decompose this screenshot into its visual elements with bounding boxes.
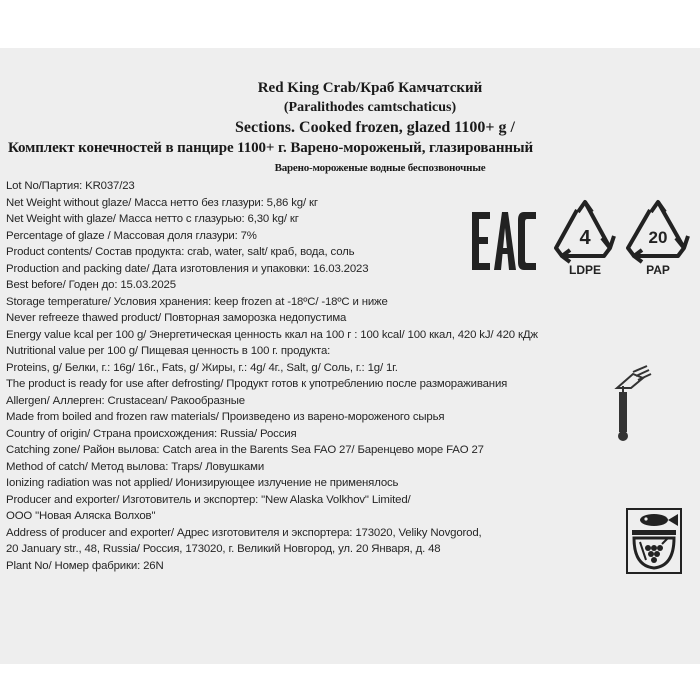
sections-ru: Комплект конечностей в панцире 1100+ г. Варено-мороженый, глазированный: [8, 140, 534, 156]
eac-mark-icon: [470, 206, 540, 276]
info-line: Percentage of glaze / Массовая доля глазури: 7%: [6, 229, 257, 242]
info-line: Nutritional value per 100 g/ Пищевая ценность в 100 г. продукта:: [6, 345, 331, 357]
info-line: The product is ready for use after defrosting/ Продукт готов к употреблению после размораживания: [6, 378, 508, 390]
info-line: Best before/ Годен до: 15.03.2025: [6, 279, 176, 291]
info-line: Lot No/Партия: KR037/23: [6, 180, 135, 192]
info-line: Net Weight without glaze/ Масса нетто без глазури: 5,86 kg/ кг: [6, 196, 318, 209]
glass-fork-food-contact-icon: [605, 358, 655, 448]
sections-en: Sections. Cooked frozen, glazed 1100+ g /: [235, 119, 515, 136]
info-line: Address of producer and exporter/ Адрес изготовителя и экспортера: 173020, Veliky Novgorod,: [6, 526, 482, 539]
info-line: Net Weight with glaze/ Масса нетто с глазурью: 6,30 kg/ кг: [6, 213, 299, 225]
info-line: Producer and exporter/ Изготовитель и экспортер: "New Alaska Volkhov" Limited/: [6, 493, 411, 506]
recycle-pap-icon: [622, 198, 694, 278]
latin-name: (Paralithodes camtschaticus): [283, 100, 457, 115]
info-line: ООО "Новая Аляска Волхов": [6, 510, 156, 522]
svg-text:20: 20: [648, 228, 668, 247]
svg-text:LDPE: LDPE: [568, 263, 602, 277]
product-label: [0, 48, 700, 664]
label-header: [0, 78, 700, 178]
info-line: Method of catch/ Метод вылова: Traps/ Ловушками: [6, 460, 265, 473]
svg-text:4: 4: [579, 227, 591, 249]
info-line: Plant No/ Номер фабрики: 26N: [6, 559, 164, 572]
info-line: Allergen/ Аллерген: Crustacean/ Ракообразные: [6, 394, 245, 407]
info-line: Proteins, g/ Белки, г.: 16g/ 16г., Fats, g/ Жиры, г.: 4g/ 4г., Salt, g/ Соль, г.: 1g/ 1г.: [6, 361, 398, 374]
product-subtitle: Варено-мороженые водные беспозвоночные: [274, 162, 486, 174]
recycle-ldpe-icon: [550, 198, 620, 278]
info-line: Country of origin/ Страна происхождения: Russia/ Россия: [6, 427, 297, 440]
info-line: Storage temperature/ Условия хранения: keep frozen at -18ºС/ -18ºС и ниже: [6, 295, 388, 308]
info-line: Product contents/ Состав продукта: crab, water, salt/ краб, вода, соль: [6, 246, 355, 258]
info-line: 20 January str., 48, Russia/ Россия, 173020, г. Великий Новгород, ул. 20 Января, д. 48: [6, 543, 441, 555]
svg-text:PAP: PAP: [646, 263, 670, 277]
info-line: Ionizing radiation was not applied/ Ионизирующее излучение не применялось: [6, 477, 399, 489]
info-line: Never refreeze thawed product/ Повторная заморозка недопустима: [6, 312, 347, 324]
info-line: Production and packing date/ Дата изготовления и упаковки: 16.03.2023: [6, 262, 369, 275]
fish-grapes-food-icon: [626, 508, 682, 574]
info-line: Made from boiled and frozen raw materials/ Произведено из варено-мороженого сырья: [6, 411, 445, 423]
product-title: Red King Crab/Краб Камчатский: [257, 80, 483, 96]
info-line: Catching zone/ Район вылова: Catch area in the Barents Sea FAO 27/ Баренцево море FAO 27: [6, 444, 484, 456]
info-line: Energy value kcal per 100 g/ Энергетическая ценность ккал на 100 г : 100 kcal/ 100 ккал, 420 kJ/ 420 кДж: [6, 328, 538, 341]
